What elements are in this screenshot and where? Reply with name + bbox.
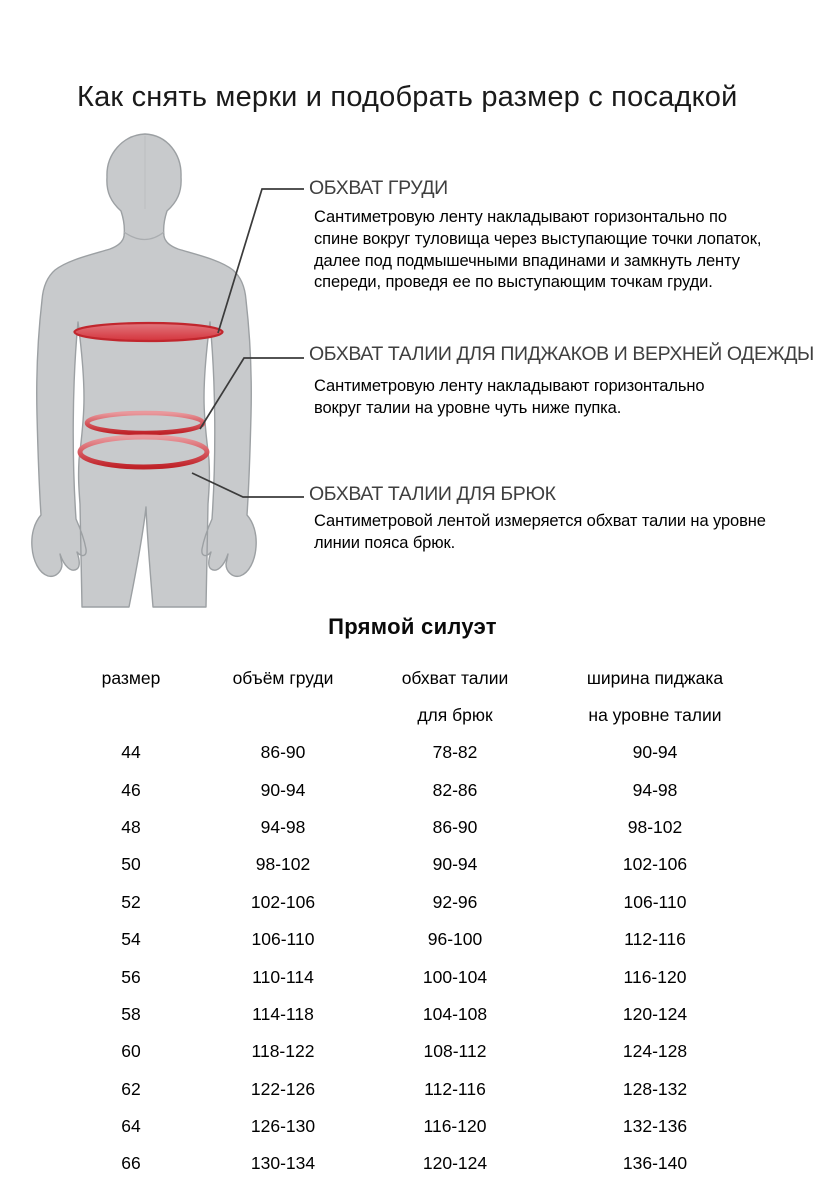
table-row (61, 846, 765, 883)
table-cell: 90-94 (632, 742, 678, 763)
annotation-waist-trousers (309, 483, 779, 555)
annotation-waist-trousers-body: Сантиметровой лентой измеряется обхват талии на уровне линии пояса брюк. (314, 512, 766, 552)
header-size: размер (101, 668, 161, 688)
table-row (61, 771, 765, 808)
table-cell: 58 (121, 1003, 141, 1024)
header-jacket-width-line2: на уровне талии (588, 705, 722, 725)
table-cell: 124-128 (622, 1041, 688, 1062)
table-cell: 108-112 (423, 1041, 487, 1062)
table-cell: 94-98 (632, 779, 678, 800)
header-size-line2 (61, 697, 201, 734)
header-waist-line2: для брюк (417, 705, 493, 725)
table-cell: 100-104 (422, 966, 488, 987)
table-row (61, 884, 765, 921)
header-jacket-width-line1: ширина пиджака (586, 668, 724, 688)
table-cell: 64 (121, 1116, 141, 1137)
table-cell: 136-140 (622, 1153, 688, 1174)
table-cell: 94-98 (260, 816, 306, 837)
table-cell: 66 (121, 1153, 141, 1174)
header-chest: объём груди (232, 668, 334, 688)
annotation-waist-jackets (309, 343, 814, 420)
header-waist-line1: обхват талии (401, 668, 509, 688)
table-cell: 90-94 (260, 779, 306, 800)
table-cell: 78-82 (432, 742, 478, 763)
table-cell: 110-114 (252, 966, 314, 987)
table-cell: 62 (121, 1078, 141, 1099)
annotation-chest-heading: ОБХВАТ ГРУДИ (309, 177, 448, 199)
annotation-waist-jackets-heading: ОБХВАТ ТАЛИИ ДЛЯ ПИДЖАКОВ И ВЕРХНЕЙ ОДЕЖДЫ (309, 343, 814, 365)
table-cell: 48 (121, 816, 141, 837)
annotation-waist-trousers-heading: ОБХВАТ ТАЛИИ ДЛЯ БРЮК (309, 483, 556, 505)
table-cell: 120-124 (622, 1003, 688, 1024)
table-header-row-2 (61, 697, 765, 734)
table-cell: 92-96 (432, 891, 478, 912)
table-row (61, 1108, 765, 1145)
table-cell: 54 (121, 929, 141, 950)
table-row (61, 996, 765, 1033)
table-cell: 122-126 (250, 1078, 316, 1099)
table-cell: 82-86 (432, 779, 478, 800)
size-table (61, 660, 765, 1183)
male-silhouette (32, 134, 256, 607)
table-cell: 132-136 (622, 1116, 688, 1137)
table-cell: 130-134 (250, 1153, 316, 1174)
measurement-figure (0, 130, 320, 610)
table-cell: 116-120 (623, 966, 687, 987)
table-cell: 90-94 (432, 854, 478, 875)
table-cell: 60 (121, 1041, 141, 1062)
table-cell: 126-130 (250, 1116, 316, 1137)
table-cell: 106-110 (623, 891, 687, 912)
table-cell: 112-116 (424, 1078, 486, 1099)
table-cell: 106-110 (251, 929, 315, 950)
annotation-waist-jackets-body: Сантиметровую ленту накладывают горизонтально вокруг талии на уровне чуть ниже пупка. (314, 377, 705, 417)
table-cell: 96-100 (427, 929, 483, 950)
table-cell: 118-122 (251, 1041, 315, 1062)
table-row (61, 734, 765, 771)
table-title: Прямой силуэт (328, 614, 497, 639)
table-cell: 102-106 (622, 854, 688, 875)
table-cell: 46 (121, 779, 141, 800)
table-row (61, 1033, 765, 1070)
table-body (61, 734, 765, 1183)
table-cell: 52 (121, 891, 141, 912)
table-cell: 98-102 (627, 816, 683, 837)
table-cell: 56 (121, 966, 141, 987)
table-cell: 120-124 (422, 1153, 488, 1174)
page-title: Как снять мерки и подобрать размер с посадкой (77, 81, 738, 113)
table-cell: 50 (121, 854, 141, 875)
table-cell: 102-106 (250, 891, 316, 912)
table-cell: 116-120 (423, 1116, 487, 1137)
table-row (61, 1145, 765, 1182)
table-cell: 104-108 (422, 1003, 488, 1024)
table-row (61, 958, 765, 995)
header-chest-line2 (201, 697, 365, 734)
table-row (61, 809, 765, 846)
table-row (61, 921, 765, 958)
table-cell: 86-90 (260, 742, 306, 763)
table-cell: 112-116 (624, 929, 686, 950)
table-cell: 44 (121, 742, 141, 763)
table-cell: 128-132 (622, 1078, 688, 1099)
table-cell: 86-90 (432, 816, 478, 837)
annotation-chest (309, 177, 772, 294)
table-header-row-1 (61, 660, 765, 697)
table-cell: 114-118 (252, 1003, 314, 1024)
annotation-chest-body: Сантиметровую ленту накладывают горизонтально по спине вокруг туловища через выступающие точки лопаток, далее под подмышечными впадинами и замкнуть ленту спереди, проведя ее по выступающим точкам груди. (314, 208, 762, 292)
chest-tape-band (75, 323, 223, 341)
table-row (61, 1071, 765, 1108)
table-cell: 98-102 (255, 854, 311, 875)
